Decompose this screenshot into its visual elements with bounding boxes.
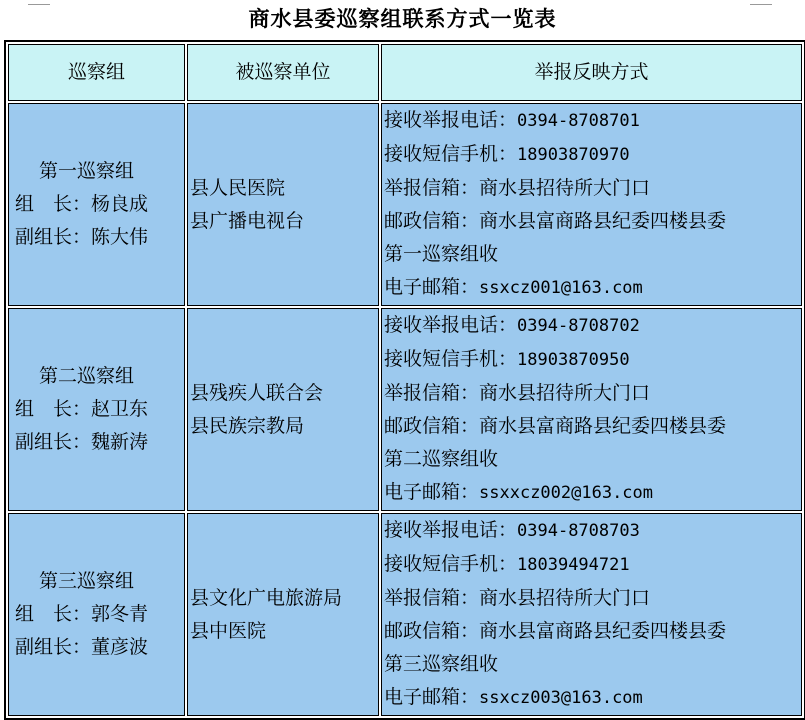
- contact-mailbox: 举报信箱：商水县招待所大门口: [384, 177, 651, 199]
- contact-postal-recipient: 第二巡察组收: [384, 448, 499, 470]
- unit-name: 县民族宗教局: [190, 414, 305, 437]
- contact-phone: 接收举报电话：0394-8708703: [384, 519, 640, 541]
- header-contact: 举报反映方式: [381, 44, 802, 101]
- units-cell: [187, 513, 379, 716]
- table-row: [8, 103, 802, 306]
- group-deputy: 副组长：魏新涛: [15, 431, 149, 453]
- group-name: 第一巡察组: [39, 160, 135, 182]
- group-deputy: 副组长：董彦波: [15, 636, 149, 658]
- table-row: [8, 513, 802, 716]
- unit-name: 县文化广电旅游局: [190, 586, 343, 609]
- table-row: [8, 308, 802, 511]
- contact-sms: 接收短信手机：18039494721: [384, 553, 630, 575]
- header-row: [8, 44, 802, 101]
- header-group: 巡察组: [8, 44, 185, 101]
- group-deputy: 副组长：陈大伟: [15, 226, 149, 248]
- contact-postal: 邮政信箱：商水县富商路县纪委四楼县委: [384, 210, 727, 232]
- contact-email[interactable]: 电子邮箱：ssxxcz002@163.com: [384, 481, 654, 503]
- group-cell: [8, 103, 185, 306]
- contact-cell: [381, 308, 802, 511]
- contact-email[interactable]: 电子邮箱：ssxcz001@163.com: [384, 276, 643, 298]
- group-name: 第三巡察组: [39, 570, 135, 592]
- contact-table: [4, 40, 805, 720]
- contact-phone: 接收举报电话：0394-8708702: [384, 314, 640, 336]
- contact-postal-recipient: 第一巡察组收: [384, 243, 499, 265]
- contact-phone: 接收举报电话：0394-8708701: [384, 109, 640, 131]
- page-title: 商水县委巡察组联系方式一览表: [248, 6, 557, 31]
- group-name: 第二巡察组: [39, 365, 135, 387]
- group-cell: [8, 308, 185, 511]
- contact-postal: 邮政信箱：商水县富商路县纪委四楼县委: [384, 415, 727, 437]
- contact-postal-recipient: 第三巡察组收: [384, 653, 499, 675]
- contact-email[interactable]: 电子邮箱：ssxcz003@163.com: [384, 686, 643, 708]
- contact-mailbox: 举报信箱：商水县招待所大门口: [384, 587, 651, 609]
- unit-name: 县广播电视台: [190, 209, 305, 232]
- group-cell: [8, 513, 185, 716]
- group-leader: 组 长：杨良成: [15, 193, 149, 215]
- unit-name: 县残疾人联合会: [190, 381, 324, 404]
- contact-mailbox: 举报信箱：商水县招待所大门口: [384, 382, 651, 404]
- contact-sms: 接收短信手机：18903870950: [384, 348, 630, 370]
- unit-name: 县中医院: [190, 619, 267, 642]
- contact-sms: 接收短信手机：18903870970: [384, 143, 630, 165]
- group-leader: 组 长：郭冬青: [15, 603, 149, 625]
- header-units: 被巡察单位: [187, 44, 379, 101]
- units-cell: [187, 308, 379, 511]
- contact-cell: [381, 103, 802, 306]
- units-cell: [187, 103, 379, 306]
- contact-cell: [381, 513, 802, 716]
- contact-postal: 邮政信箱：商水县富商路县纪委四楼县委: [384, 620, 727, 642]
- group-leader: 组 长：赵卫东: [15, 398, 149, 420]
- unit-name: 县人民医院: [190, 176, 286, 199]
